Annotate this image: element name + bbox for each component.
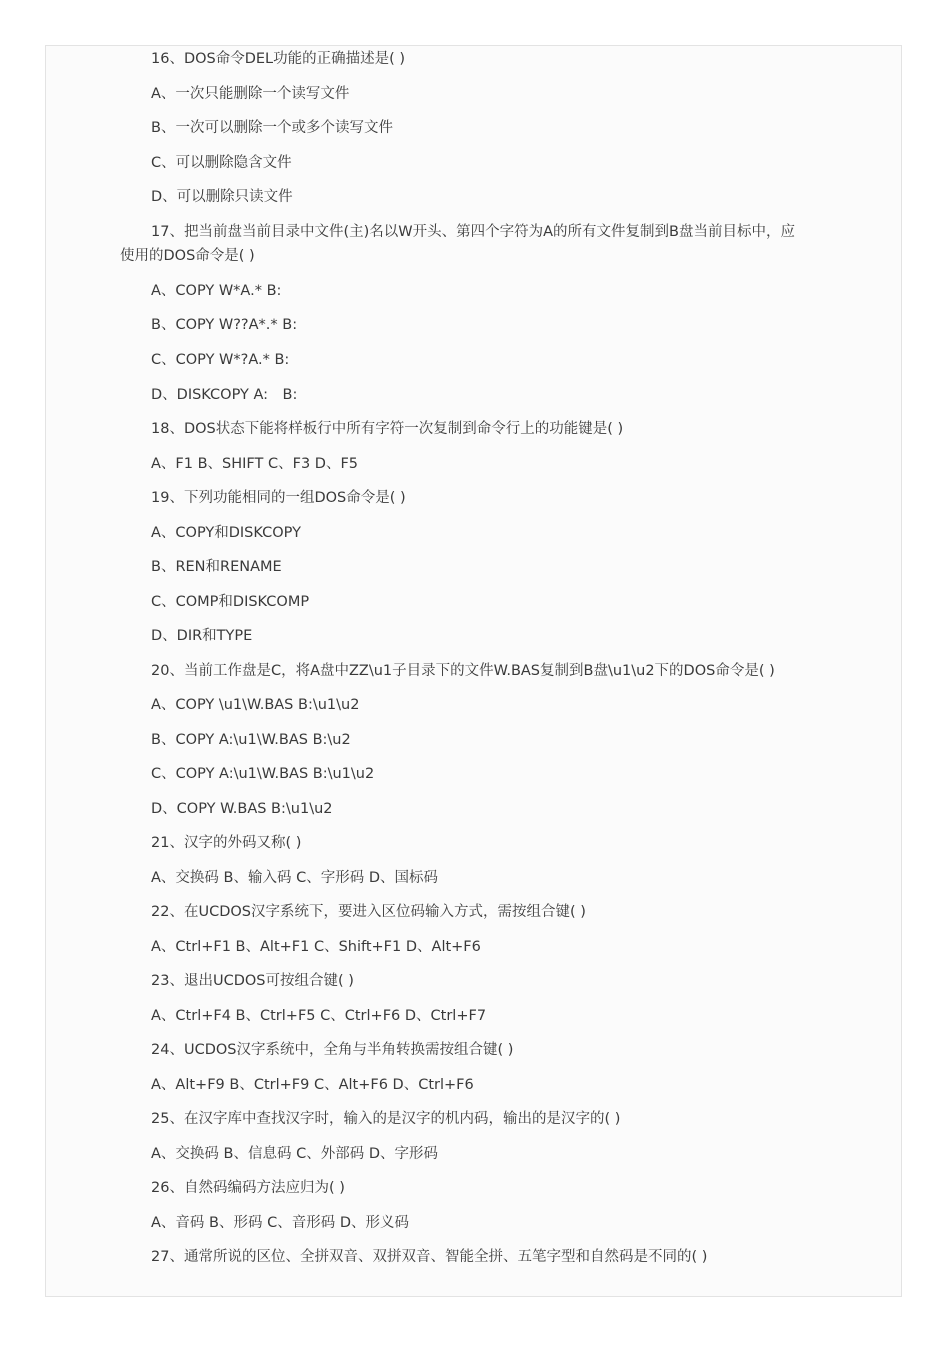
options-23: A、Ctrl+F4 B、Ctrl+F5 C、Ctrl+F6 D、Ctrl+F7 — [151, 1008, 487, 1024]
question-23: 23、退出UCDOS可按组合键( ) — [151, 973, 354, 989]
option-16-b: B、一次可以删除一个或多个读写文件 — [151, 120, 393, 136]
question-24: 24、UCDOS汉字系统中，全角与半角转换需按组合键( ) — [151, 1042, 514, 1058]
option-19-b: B、REN和RENAME — [151, 559, 282, 575]
question-26: 26、自然码编码方法应归为( ) — [151, 1180, 345, 1196]
option-20-a: A、COPY \u1\W.BAS B:\u1\u2 — [151, 697, 360, 713]
question-17: 17、把当前盘当前目录中文件(主)名以W开头、第四个字符为A的所有文件复制到B盘当前目标中，应 — [151, 224, 795, 240]
option-17-a: A、COPY W*A.* B: — [151, 283, 282, 299]
question-18: 18、DOS状态下能将样板行中所有字符一次复制到命令行上的功能键是( ) — [151, 421, 624, 437]
question-17-continued: 使用的DOS命令是( ) — [120, 248, 255, 264]
options-18: A、F1 B、SHIFT C、F3 D、F5 — [151, 456, 359, 472]
option-17-c: C、COPY W*?A.* B: — [151, 352, 290, 368]
option-17-d: D、DISKCOPY A: B: — [151, 387, 298, 403]
option-16-a: A、一次只能删除一个读写文件 — [151, 86, 350, 102]
option-20-d: D、COPY W.BAS B:\u1\u2 — [151, 801, 333, 817]
options-25: A、交换码 B、信息码 C、外部码 D、字形码 — [151, 1146, 438, 1162]
option-16-c: C、可以删除隐含文件 — [151, 155, 292, 171]
question-16: 16、DOS命令DEL功能的正确描述是( ) — [151, 51, 406, 67]
question-27: 27、通常所说的区位、全拼双音、双拼双音、智能全拼、五笔字型和自然码是不同的( ) — [151, 1249, 708, 1265]
options-26: A、音码 B、形码 C、音形码 D、形义码 — [151, 1215, 409, 1231]
question-19: 19、下列功能相同的一组DOS命令是( ) — [151, 490, 406, 506]
option-20-b: B、COPY A:\u1\W.BAS B:\u2 — [151, 732, 351, 748]
options-22: A、Ctrl+F1 B、Alt+F1 C、Shift+F1 D、Alt+F6 — [151, 939, 481, 955]
options-24: A、Alt+F9 B、Ctrl+F9 C、Alt+F6 D、Ctrl+F6 — [151, 1077, 474, 1093]
option-17-b: B、COPY W??A*.* B: — [151, 317, 298, 333]
option-16-d: D、可以删除只读文件 — [151, 189, 293, 205]
question-21: 21、汉字的外码又称( ) — [151, 835, 302, 851]
question-22: 22、在UCDOS汉字系统下，要进入区位码输入方式，需按组合键( ) — [151, 904, 586, 920]
option-19-d: D、DIR和TYPE — [151, 628, 253, 644]
option-20-c: C、COPY A:\u1\W.BAS B:\u1\u2 — [151, 766, 375, 782]
options-21: A、交换码 B、输入码 C、字形码 D、国标码 — [151, 870, 438, 886]
option-19-c: C、COMP和DISKCOMP — [151, 594, 310, 610]
question-20: 20、当前工作盘是C，将A盘中ZZ\u1子目录下的文件W.BAS复制到B盘\u1\u2下的DOS命令是( ) — [151, 663, 775, 679]
question-25: 25、在汉字库中查找汉字时，输入的是汉字的机内码，输出的是汉字的( ) — [151, 1111, 621, 1127]
option-19-a: A、COPY和DISKCOPY — [151, 525, 301, 541]
document-page — [45, 45, 902, 1297]
question-list — [46, 46, 901, 1296]
